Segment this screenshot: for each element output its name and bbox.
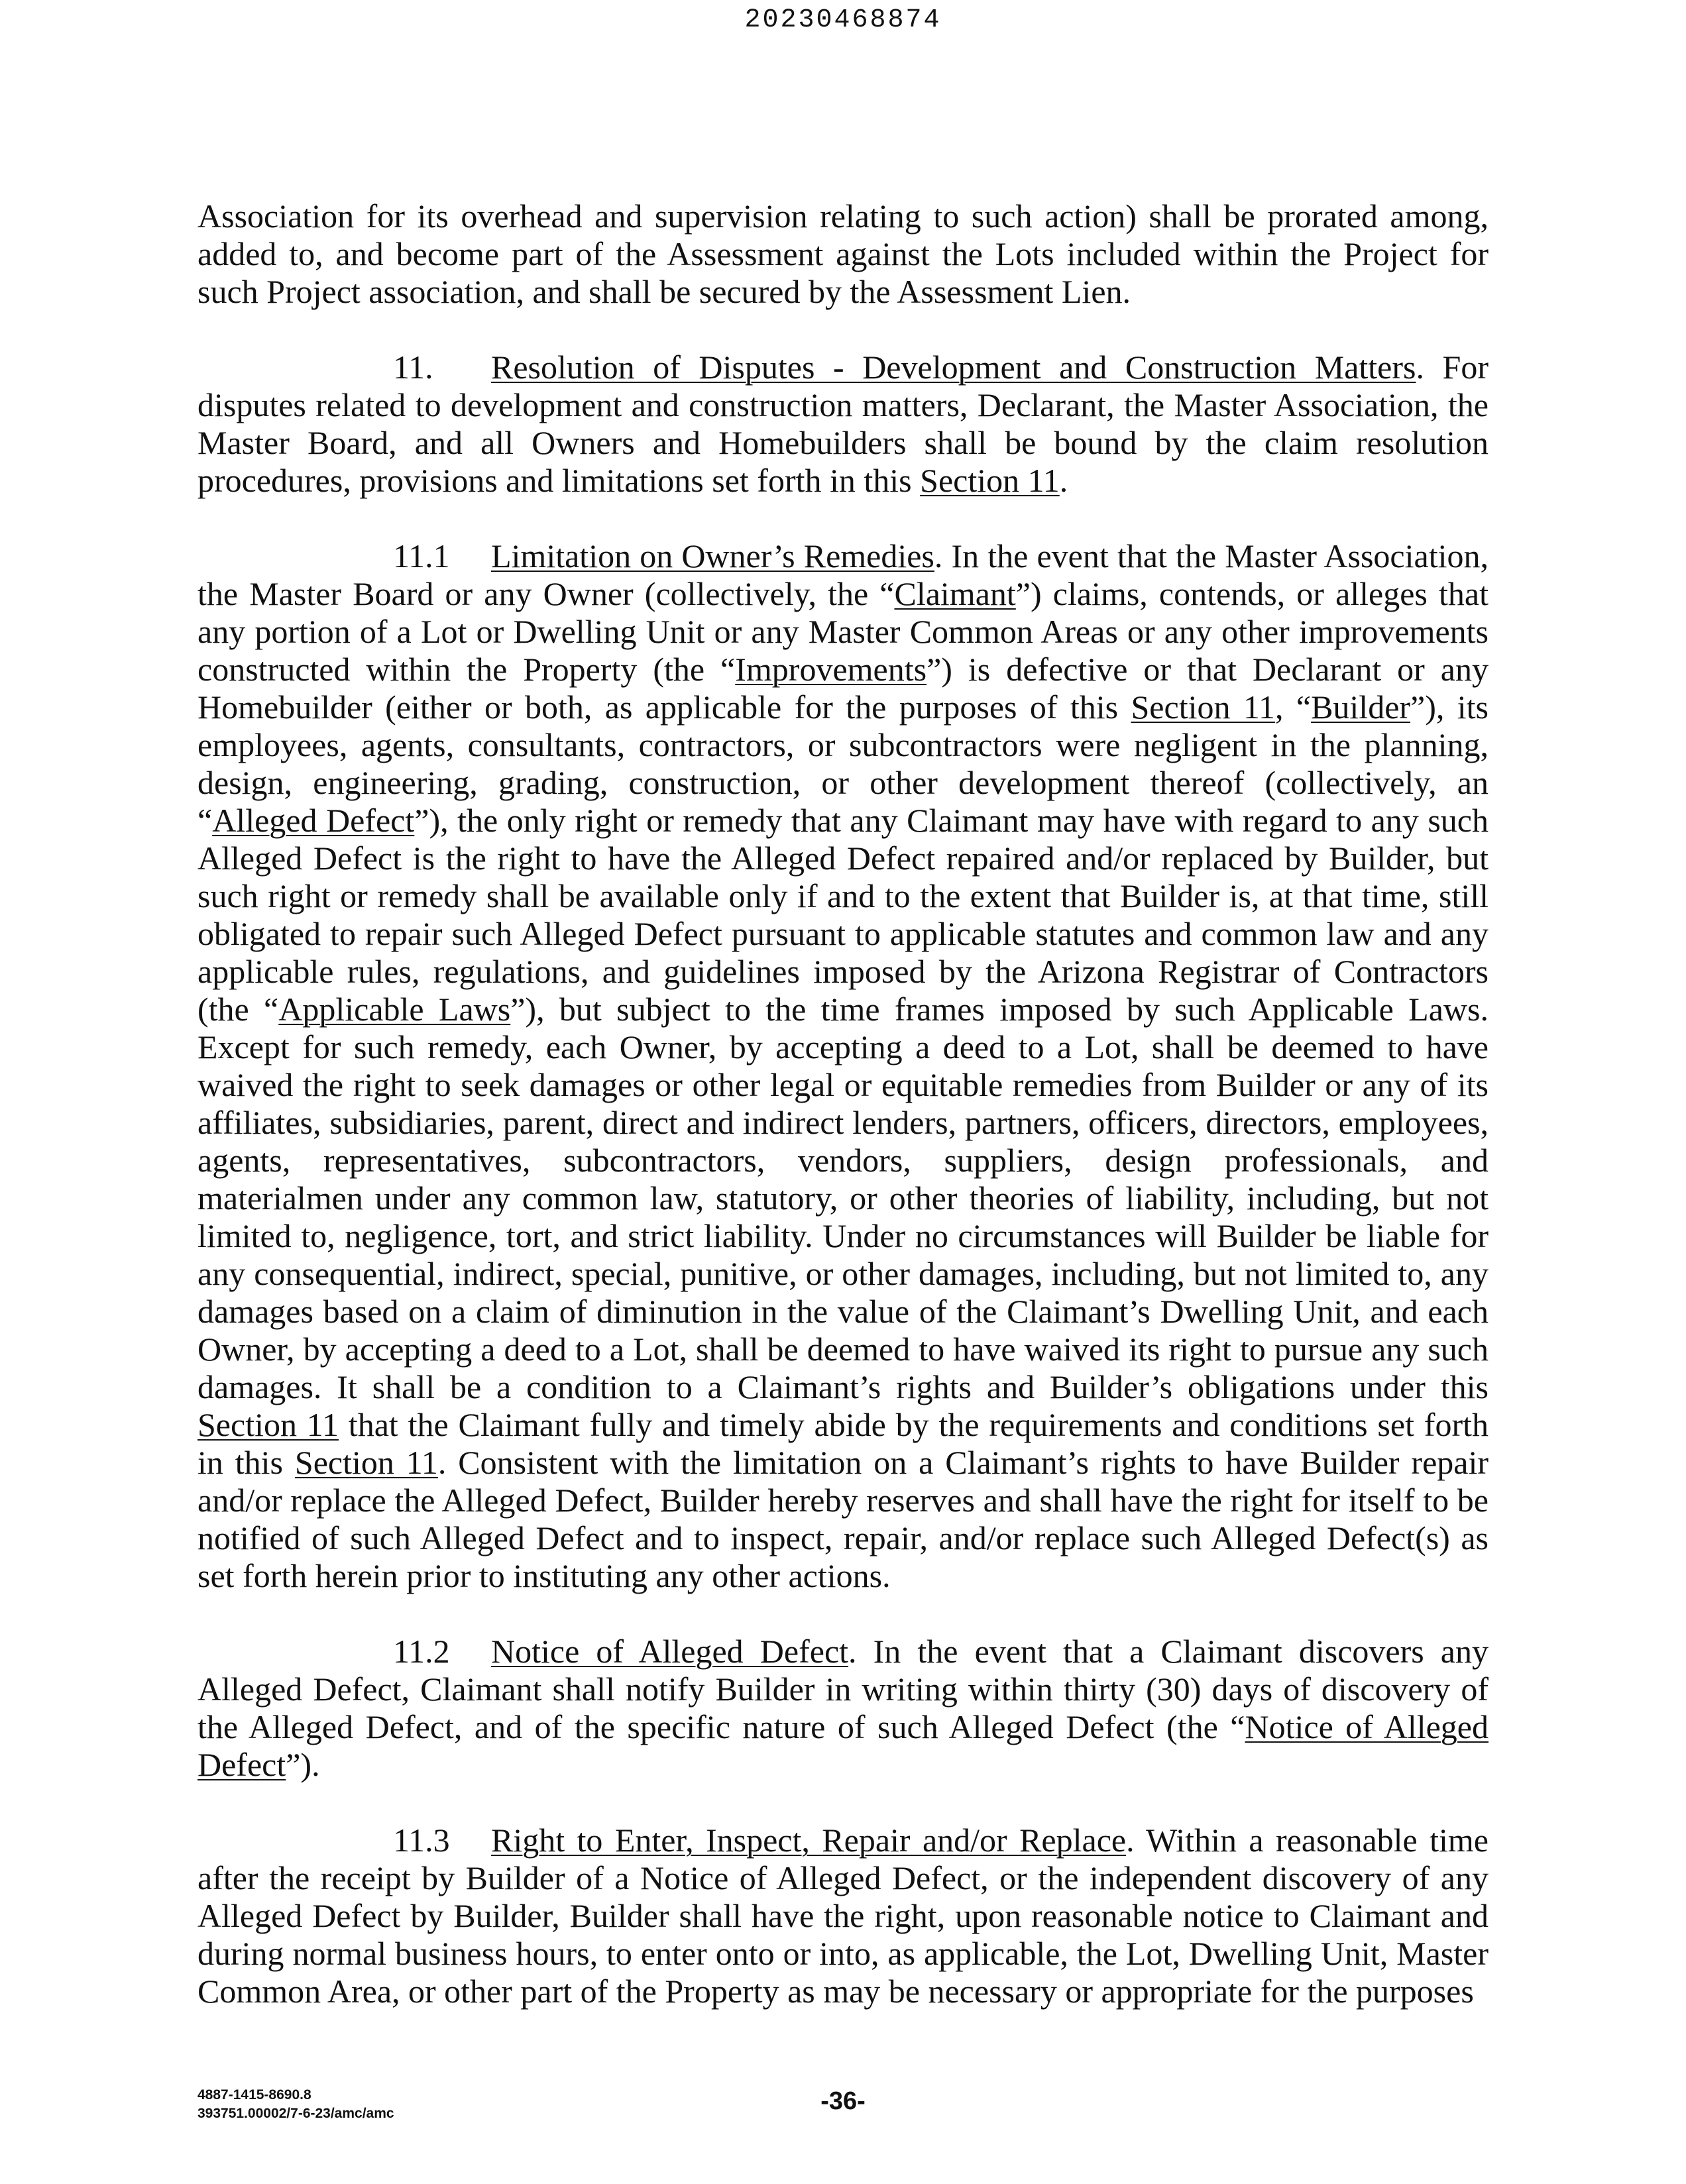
page-number: -36- xyxy=(820,2087,866,2115)
section-text: ”), but subject to the time frames imposed by such Applicable Laws. Except for such remedy, each Owner, by accepting a deed to a Lot, shall be deemed to have waived the right to seek damages or other legal or equitable remedies from Builder or any of its affiliates, subsidiaries, parent, direct and indirect lenders, partners, officers, directors, employees, agents, representatives, subcontractors, vendors, suppliers, design professionals, and materialmen under any common law, statutory, or other theories of liability, including, but not limited to, negligence, tort, and strict liability. Under no circumstances will Builder be liable for any consequential, indirect, special, punitive, or other damages, including, but not limited to, any damages based on a claim of diminution in the value of the Claimant’s Dwelling Unit, and each Owner, by accepting a deed to a Lot, shall be deemed to have waived its right to pursue any such damages. It shall be a condition to a Claimant’s rights and Builder’s obligations under this xyxy=(197,991,1489,1405)
section-text: , “ xyxy=(1275,688,1312,726)
section-text: that the Claimant fully and timely abide by the requirements and conditions set forth in this xyxy=(197,1406,1489,1481)
section-number: 11. xyxy=(393,349,433,386)
document-number: 20230468874 xyxy=(744,5,942,35)
section-title: Right to Enter, Inspect, Repair and/or Replace xyxy=(491,1822,1127,1859)
section-text: . xyxy=(1059,462,1068,499)
section-title: Limitation on Owner’s Remedies xyxy=(491,537,934,574)
section-number: 11.3 xyxy=(393,1822,450,1859)
defined-term-improvements: Improvements xyxy=(735,651,927,688)
defined-term-alleged-defect: Alleged Defect xyxy=(212,802,415,839)
paragraph-continuation: Association for its overhead and supervision relating to such action) shall be prorated among, added to, and become part of the Assessment against the Lots included within the Project for such Project association, and shall be secured by the Assessment Lien. xyxy=(197,197,1489,310)
section-11-2 xyxy=(197,1633,1489,1784)
section-text: . For disputes related to development and construction matters, Declarant, the Master Association, the Master Board, and all Owners and Homebuilders shall be bound by the claim resolution procedures, provisions and limitations set forth in this xyxy=(197,349,1489,499)
section-text: . In the event that a Claimant discovers any Alleged Defect, Claimant shall notify Builder in writing within thirty (30) days of discovery of the Alleged Defect, and of the specific nature of such Alleged Defect (the “ xyxy=(197,1633,1489,1745)
section-title: Notice of Alleged Defect xyxy=(491,1633,849,1670)
section-reference: Section 11 xyxy=(1131,688,1275,726)
section-text: ”), its employees, agents, consultants, contractors, or subcontractors were negligent in the planning, design, engineering, grading, construction, or other development thereof (collectively, an “ xyxy=(197,688,1489,839)
section-number: 11.1 xyxy=(393,537,450,574)
section-reference: Section 11 xyxy=(294,1444,438,1481)
section-title: Resolution of Disputes - Development and Construction Matters xyxy=(491,349,1416,386)
section-number: 11.2 xyxy=(393,1633,450,1670)
section-reference: Section 11 xyxy=(920,462,1060,499)
page-body xyxy=(197,197,1489,2010)
defined-term-claimant: Claimant xyxy=(894,575,1016,612)
section-text: . Within a reasonable time after the receipt by Builder of a Notice of Alleged Defect, or the independent discovery of any Alleged Defect by Builder, Builder shall have the right, upon reasonable notice to Claimant and during normal business hours, to enter onto or into, as applicable, the Lot, Dwelling Unit, Master Common Area, or other part of the Property as may be necessary or appropriate for the purposes xyxy=(197,1822,1489,2010)
section-11-3 xyxy=(197,1822,1489,2010)
defined-term-notice: Notice of Alleged Defect xyxy=(197,1708,1489,1783)
section-text: ”) is defective or that Declarant or any Homebuilder (either or both, as applicable for the purposes of this xyxy=(197,651,1489,726)
section-text: . In the event that the Master Association, the Master Board or any Owner (collectively, the “ xyxy=(197,537,1489,612)
section-11-1 xyxy=(197,537,1489,1595)
footer-id-line: 4887-1415-8690.8 xyxy=(197,2087,311,2102)
section-text: . Consistent with the limitation on a Claimant’s rights to have Builder repair and/or replace the Alleged Defect, Builder hereby reserves and shall have the right for itself to be notified of such Alleged Defect and to inspect, repair, and/or replace such Alleged Defect(s) as set forth herein prior to instituting any other actions. xyxy=(197,1444,1489,1594)
footer-id-line: 393751.00002/7-6-23/amc/amc xyxy=(197,2106,394,2121)
section-reference: Section 11 xyxy=(197,1406,339,1443)
section-11 xyxy=(197,349,1489,500)
defined-term-applicable-laws: Applicable Laws xyxy=(278,991,511,1028)
section-text: ”), the only right or remedy that any Claimant may have with regard to any such Alleged Defect is the right to have the Alleged Defect repaired and/or replaced by Builder, but such right or remedy shall be available only if and to the extent that Builder is, at that time, still obligated to repair such Alleged Defect pursuant to applicable statutes and common law and any applicable rules, regulations, and guidelines imposed by the Arizona Registrar of Contractors (the “ xyxy=(197,802,1489,1028)
defined-term-builder: Builder xyxy=(1311,688,1411,726)
section-text: ”) claims, contends, or alleges that any portion of a Lot or Dwelling Unit or any Master Common Areas or any other improvements constructed within the Property (the “ xyxy=(197,575,1489,688)
section-text: ”). xyxy=(286,1746,320,1783)
